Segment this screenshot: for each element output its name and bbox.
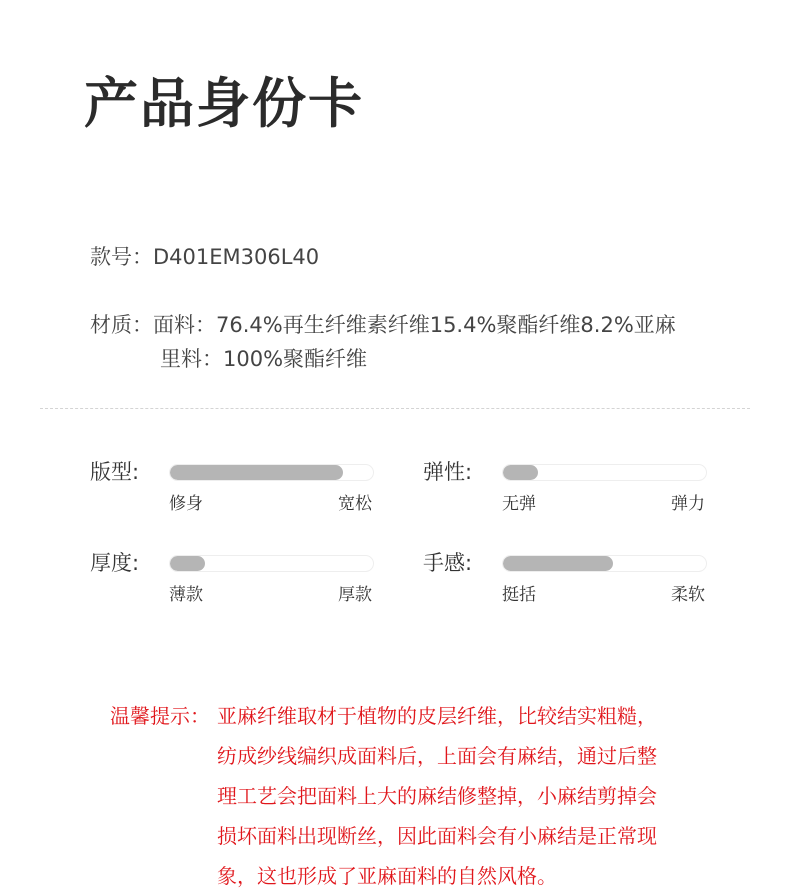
notice-line: 理工艺会把面料上大的麻结修整掉，小麻结剪掉会 xyxy=(217,784,657,808)
attribute-max-label: 宽松 xyxy=(338,494,372,514)
attribute-label: 弹性: xyxy=(423,460,473,484)
notice-line: 损坏面料出现断丝，因此面料会有小麻结是正常现 xyxy=(217,824,657,848)
section-divider xyxy=(40,408,750,409)
attribute-min-label: 修身 xyxy=(169,494,203,514)
attribute-max-label: 厚款 xyxy=(338,585,372,605)
notice-line: 亚麻纤维取材于植物的皮层纤维，比较结实粗糙， xyxy=(217,704,657,728)
attribute-bar-fill xyxy=(170,465,343,480)
style-number-value: D401EM306L40 xyxy=(153,245,320,269)
material-label: 材质： xyxy=(90,313,153,337)
style-number-label: 款号： xyxy=(90,245,153,269)
lining-composition: 里料：100%聚酯纤维 xyxy=(160,347,368,371)
fabric-composition: 面料：76.4%再生纤维素纤维15.4%聚酯纤维8.2%亚麻 xyxy=(153,313,676,337)
notice-line: 纺成纱线编织成面料后，上面会有麻结，通过后整 xyxy=(217,744,657,768)
attribute-hand-feel xyxy=(423,548,713,608)
attribute-fit xyxy=(90,457,380,517)
notice-text xyxy=(217,696,657,894)
attribute-min-label: 薄款 xyxy=(169,585,203,605)
attribute-min-label: 无弹 xyxy=(502,494,536,514)
notice-label: 温馨提示： xyxy=(110,704,210,728)
attribute-stretch xyxy=(423,457,713,517)
attribute-max-label: 弹力 xyxy=(671,494,705,514)
attribute-label: 厚度: xyxy=(90,551,140,575)
attribute-max-label: 柔软 xyxy=(671,585,705,605)
page-title: 产品身份卡 xyxy=(84,72,364,135)
attribute-bar-track xyxy=(502,555,707,572)
material-row xyxy=(90,308,676,342)
attribute-bar-track xyxy=(502,464,707,481)
attribute-bar-fill xyxy=(503,465,538,480)
attribute-bar-track xyxy=(169,464,374,481)
style-number-row xyxy=(90,240,319,274)
attribute-bar-fill xyxy=(170,556,205,571)
attribute-label: 手感: xyxy=(423,551,473,575)
attribute-min-label: 挺括 xyxy=(502,585,536,605)
attribute-bar-fill xyxy=(503,556,613,571)
attribute-thickness xyxy=(90,548,380,608)
attribute-label: 版型: xyxy=(90,460,140,484)
attribute-bar-track xyxy=(169,555,374,572)
notice-line: 象，这也形成了亚麻面料的自然风格。 xyxy=(217,864,557,888)
